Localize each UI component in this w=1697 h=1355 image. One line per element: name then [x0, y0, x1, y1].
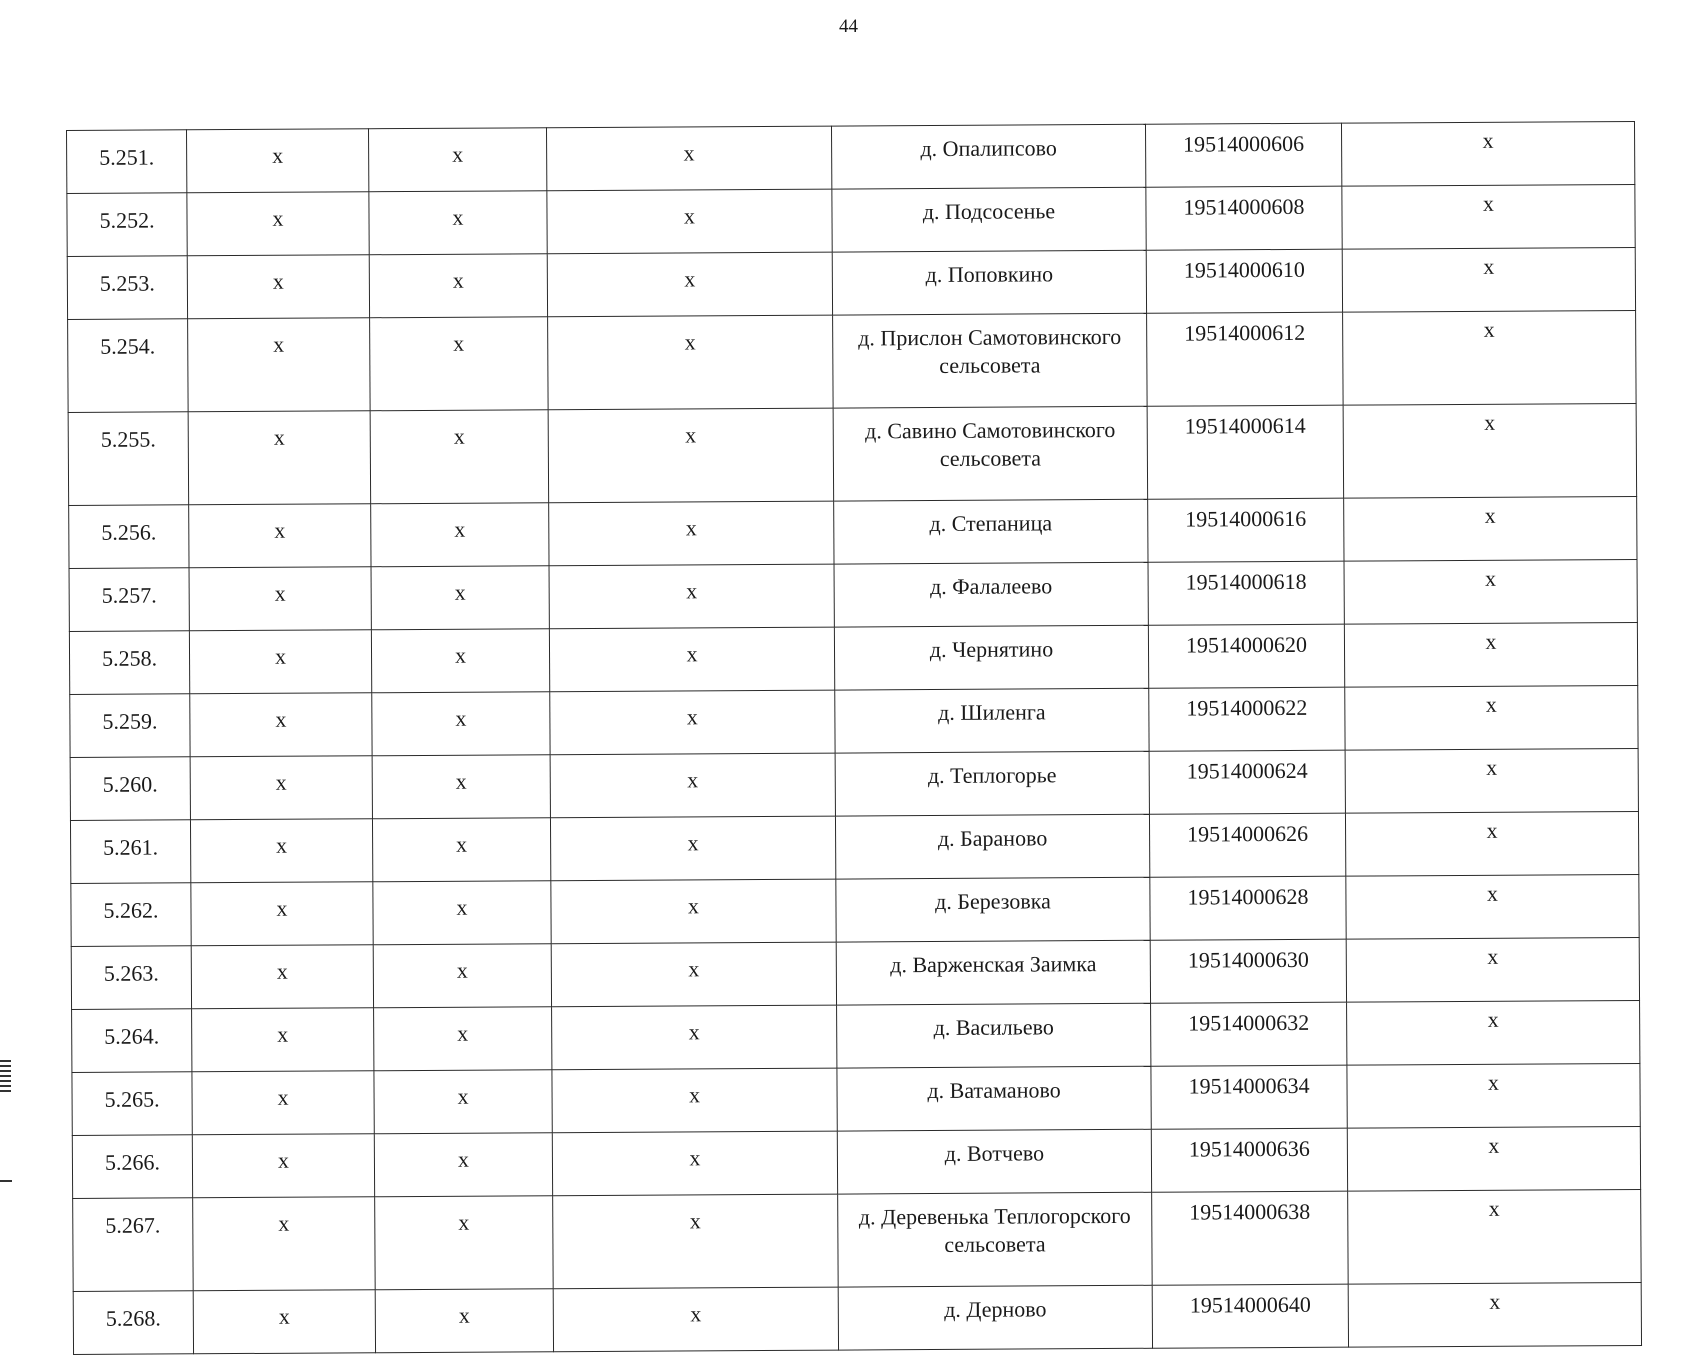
row-number: 5.264. [72, 1009, 192, 1073]
cell-col3: х [373, 881, 551, 945]
table-row [69, 496, 1637, 568]
row-number: 5.263. [71, 946, 191, 1010]
cell-col3: х [369, 191, 547, 255]
table-row [68, 310, 1637, 412]
cell-col4: х [550, 753, 835, 818]
settlement-name: д. Дерново [838, 1285, 1152, 1350]
row-number: 5.268. [73, 1291, 193, 1355]
table-row [71, 874, 1639, 946]
settlement-name: д. Теплогорье [835, 751, 1149, 816]
table-row [70, 748, 1638, 820]
cell-col7: х [1342, 247, 1635, 312]
cell-col4: х [550, 816, 835, 881]
cell-col4: х [552, 1131, 837, 1196]
table-row [71, 937, 1639, 1009]
oktmo-code: 19514000614 [1147, 405, 1344, 499]
oktmo-code: 19514000608 [1146, 186, 1342, 250]
table-row [69, 622, 1637, 694]
table-row [72, 1000, 1640, 1072]
row-number: 5.252. [67, 193, 187, 257]
cell-col3: х [374, 1133, 552, 1197]
cell-col4: х [548, 315, 834, 410]
settlement-name: д. Ватаманово [837, 1066, 1151, 1131]
cell-col4: х [551, 942, 836, 1007]
settlement-name: д. Опалипсово [831, 124, 1145, 189]
cell-col4: х [549, 564, 834, 629]
oktmo-code: 19514000632 [1151, 1002, 1347, 1066]
oktmo-code: 19514000610 [1146, 249, 1342, 313]
cell-col2: х [191, 945, 373, 1009]
cell-col7: х [1342, 184, 1635, 249]
registry-table-container [66, 121, 1642, 1355]
row-number: 5.254. [68, 319, 189, 413]
oktmo-code: 19514000626 [1149, 813, 1345, 877]
settlement-name: д. Шиленга [835, 688, 1149, 753]
cell-col2: х [187, 255, 369, 319]
cell-col3: х [372, 692, 550, 756]
settlement-name: д. Васильево [837, 1003, 1151, 1068]
cell-col4: х [550, 690, 835, 755]
cell-col3: х [372, 755, 550, 819]
row-number: 5.266. [72, 1135, 192, 1199]
settlement-name: д. Чернятино [834, 625, 1148, 690]
table-row [67, 247, 1635, 319]
cell-col2: х [192, 1071, 374, 1135]
oktmo-code: 19514000630 [1150, 939, 1346, 1003]
cell-col3: х [368, 128, 546, 192]
cell-col4: х [553, 1194, 839, 1289]
cell-col2: х [189, 630, 371, 694]
cell-col7: х [1347, 1126, 1640, 1191]
cell-col3: х [374, 1007, 552, 1071]
row-number: 5.262. [71, 883, 191, 947]
cell-col3: х [371, 503, 549, 567]
cell-col2: х [192, 1008, 374, 1072]
oktmo-code: 19514000616 [1148, 498, 1344, 562]
cell-col3: х [371, 566, 549, 630]
cell-col2: х [189, 567, 371, 631]
cell-col3: х [369, 254, 547, 318]
cell-col7: х [1343, 310, 1637, 405]
table-row [67, 184, 1635, 256]
row-number: 5.258. [69, 631, 189, 695]
table-row [68, 403, 1637, 505]
oktmo-code: 19514000618 [1148, 561, 1344, 625]
settlement-name: д. Деревенька Теплогорского сельсовета [838, 1192, 1153, 1287]
settlement-name: д. Березовка [836, 877, 1150, 942]
cell-col4: х [551, 879, 836, 944]
cell-col3: х [375, 1289, 553, 1353]
oktmo-code: 19514000638 [1152, 1191, 1349, 1285]
cell-col7: х [1348, 1282, 1641, 1347]
oktmo-code: 19514000606 [1145, 123, 1341, 187]
cell-col2: х [190, 756, 372, 820]
cell-col4: х [549, 627, 834, 692]
cell-col3: х [375, 1196, 554, 1290]
cell-col4: х [553, 1287, 838, 1352]
cell-col2: х [189, 504, 371, 568]
cell-col7: х [1344, 496, 1637, 561]
table-row [67, 121, 1635, 193]
oktmo-code: 19514000634 [1151, 1065, 1347, 1129]
row-number: 5.255. [68, 412, 189, 506]
table-body [67, 121, 1642, 1354]
settlement-name: д. Степаница [834, 499, 1148, 564]
row-number: 5.267. [73, 1198, 194, 1292]
scan-margin-tick [0, 1180, 12, 1182]
cell-col2: х [193, 1290, 375, 1354]
cell-col7: х [1347, 1063, 1640, 1128]
cell-col7: х [1344, 559, 1637, 624]
cell-col3: х [374, 1070, 552, 1134]
table-row [70, 685, 1638, 757]
row-number: 5.257. [69, 568, 189, 632]
row-number: 5.261. [70, 820, 190, 884]
cell-col2: х [192, 1134, 374, 1198]
cell-col2: х [191, 882, 373, 946]
cell-col4: х [552, 1005, 837, 1070]
table-row [72, 1063, 1640, 1135]
page-number: 44 [839, 16, 858, 37]
cell-col2: х [187, 129, 369, 193]
cell-col7: х [1341, 121, 1634, 186]
cell-col4: х [547, 252, 832, 317]
settlement-name: д. Фалалеево [834, 562, 1148, 627]
settlement-name: д. Бараново [835, 814, 1149, 879]
cell-col2: х [193, 1197, 376, 1291]
cell-col2: х [188, 411, 371, 505]
settlement-name: д. Поповкино [832, 250, 1146, 315]
settlement-name: д. Вотчево [837, 1129, 1151, 1194]
cell-col2: х [190, 693, 372, 757]
cell-col7: х [1345, 811, 1638, 876]
cell-col2: х [188, 318, 371, 412]
cell-col3: х [370, 317, 549, 411]
cell-col4: х [546, 126, 831, 191]
settlement-name: д. Прислон Самотовинского сельсовета [833, 313, 1148, 408]
scan-margin-marks [0, 1060, 11, 1095]
table-row [73, 1282, 1641, 1354]
cell-col3: х [370, 410, 549, 504]
cell-col7: х [1344, 622, 1637, 687]
cell-col3: х [373, 944, 551, 1008]
settlement-name: д. Подсосенье [832, 187, 1146, 252]
cell-col7: х [1348, 1189, 1642, 1284]
cell-col2: х [190, 819, 372, 883]
settlement-name: д. Варженская Заимка [836, 940, 1150, 1005]
cell-col4: х [547, 189, 832, 254]
oktmo-code: 19514000612 [1147, 312, 1344, 406]
cell-col2: х [187, 192, 369, 256]
cell-col3: х [371, 629, 549, 693]
row-number: 5.251. [67, 130, 187, 194]
row-number: 5.259. [70, 694, 190, 758]
oktmo-code: 19514000620 [1148, 624, 1344, 688]
cell-col4: х [552, 1068, 837, 1133]
oktmo-code: 19514000624 [1149, 750, 1345, 814]
cell-col4: х [549, 501, 834, 566]
cell-col4: х [548, 408, 834, 503]
cell-col7: х [1346, 937, 1639, 1002]
table-row [70, 811, 1638, 883]
row-number: 5.256. [69, 505, 189, 569]
cell-col7: х [1346, 874, 1639, 939]
table-row [73, 1189, 1642, 1291]
row-number: 5.265. [72, 1072, 192, 1136]
oktmo-code: 19514000628 [1150, 876, 1346, 940]
oktmo-code: 19514000640 [1152, 1284, 1348, 1348]
settlements-table [66, 121, 1642, 1355]
row-number: 5.260. [70, 757, 190, 821]
table-row [72, 1126, 1640, 1198]
table-row [69, 559, 1637, 631]
oktmo-code: 19514000636 [1151, 1128, 1347, 1192]
cell-col7: х [1347, 1000, 1640, 1065]
cell-col7: х [1343, 403, 1637, 498]
cell-col7: х [1345, 685, 1638, 750]
cell-col3: х [372, 818, 550, 882]
settlement-name: д. Савино Самотовинского сельсовета [833, 406, 1148, 501]
cell-col7: х [1345, 748, 1638, 813]
oktmo-code: 19514000622 [1149, 687, 1345, 751]
row-number: 5.253. [67, 256, 187, 320]
